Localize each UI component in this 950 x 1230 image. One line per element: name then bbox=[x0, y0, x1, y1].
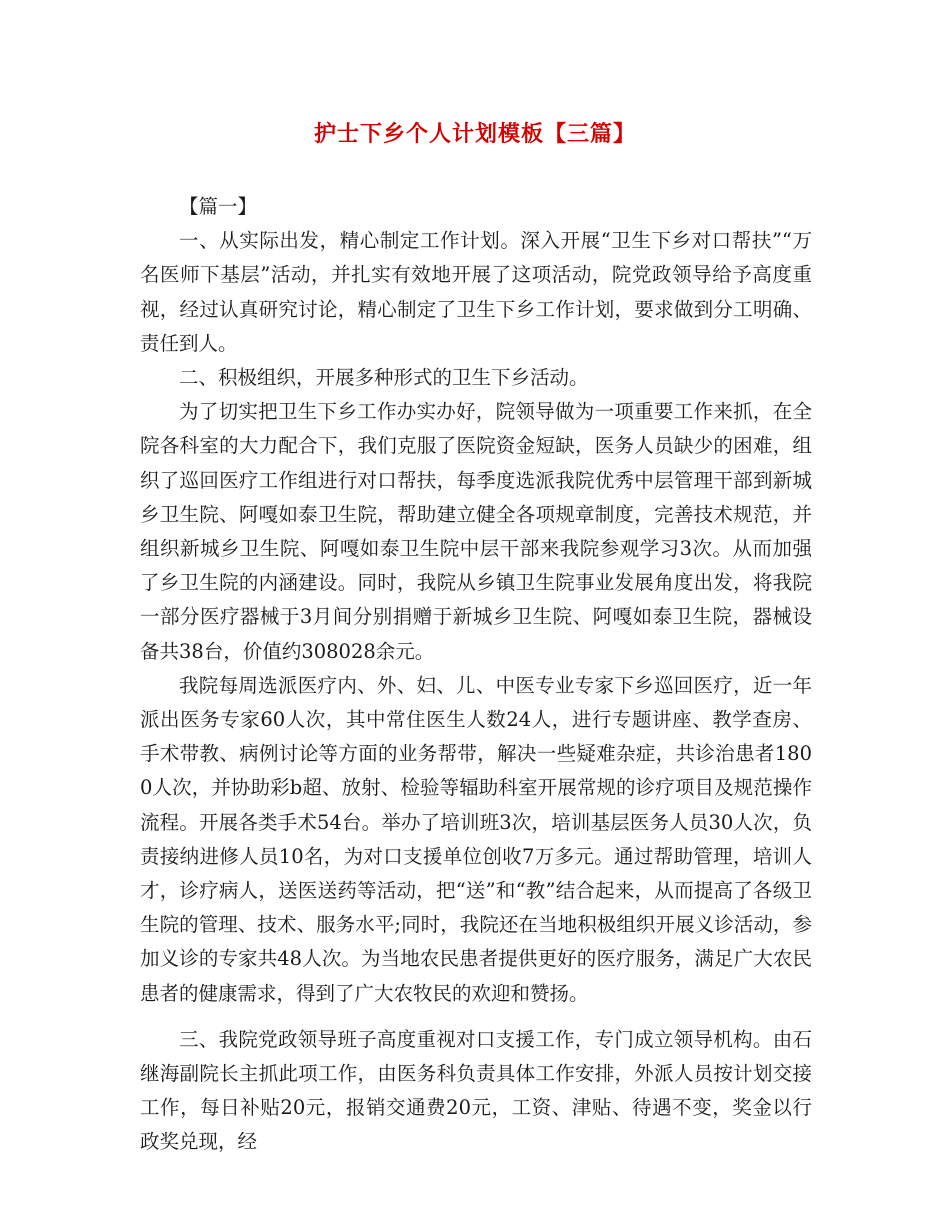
section-heading: 【篇一】 bbox=[179, 195, 258, 218]
paragraph: 二、积极组织，开展多种形式的卫生下乡活动。 bbox=[179, 366, 589, 390]
paragraph: 为了切实把卫生下乡工作办实办好，院领导做为一项重要工作来抓，在全院各科室的大力配合下，我们克服了医院资金短缺，医务人员缺少的困难，组织了巡回医疗工作组进行对口帮扶，每季度选派我院优秀中层管理干部到新城乡卫生院、阿嘎如泰卫生院，帮助建立健全各项规章制度，完善技术规范，并组织新城乡卫生院、阿嘎如泰卫生院中层干部来我院参观学习3次。从而加强了乡卫生院的内涵建设。同时，我院从乡镇卫生院事业发展角度出发，将我院一部分医疗器械于3月间分别捐赠于新城乡卫生院、阿嘎如泰卫生院，器械设备共38台，价值约308028余元。 bbox=[140, 400, 812, 663]
document-title: 护士下乡个人计划模板【三篇】 bbox=[313, 121, 636, 147]
paragraph: 三、我院党政领导班子高度重视对口支援工作，专门成立领导机构。由石继海副院长主抓此项工作，由医务科负责具体工作安排，外派人员按计划交接工作，每日补贴20元，报销交通费20元，工资、津贴、待遇不变，奖金以行政奖兑现，经 bbox=[140, 1027, 812, 1154]
document-body bbox=[140, 190, 812, 1160]
paragraph: 我院每周选派医疗内、外、妇、儿、中医专业专家下乡巡回医疗，近一年派出医务专家60人次，其中常住医生人数24人，进行专题讲座、教学查房、手术带教、病例讨论等方面的业务帮带，解决一些疑难杂症，共诊治患者1800人次，并协助彩b超、放射、检验等辐助科室开展常规的诊疗项目及规范操作流程。开展各类手术54台。举办了培训班3次，培训基层医务人员30人次，负责接纳进修人员10名，为对口支援单位创收7万多元。通过帮助管理，培训人才，诊疗病人，送医送药等活动，把“送”和“教”结合起来，从而提高了各级卫生院的管理、技术、服务水平;同时，我院还在当地积极组织开展义诊活动，参加义诊的专家共48人次。为当地农民患者提供更好的医疗服务，满足广大农民患者的健康需求，得到了广大农牧民的欢迎和赞扬。 bbox=[140, 673, 812, 1005]
paragraph: 一、从实际出发，精心制定工作计划。深入开展“卫生下乡对口帮扶”“万名医师下基层”活动，并扎实有效地开展了这项活动，院党政领导给予高度重视，经过认真研究讨论，精心制定了卫生下乡工作计划，要求做到分工明确、责任到人。 bbox=[140, 229, 812, 355]
